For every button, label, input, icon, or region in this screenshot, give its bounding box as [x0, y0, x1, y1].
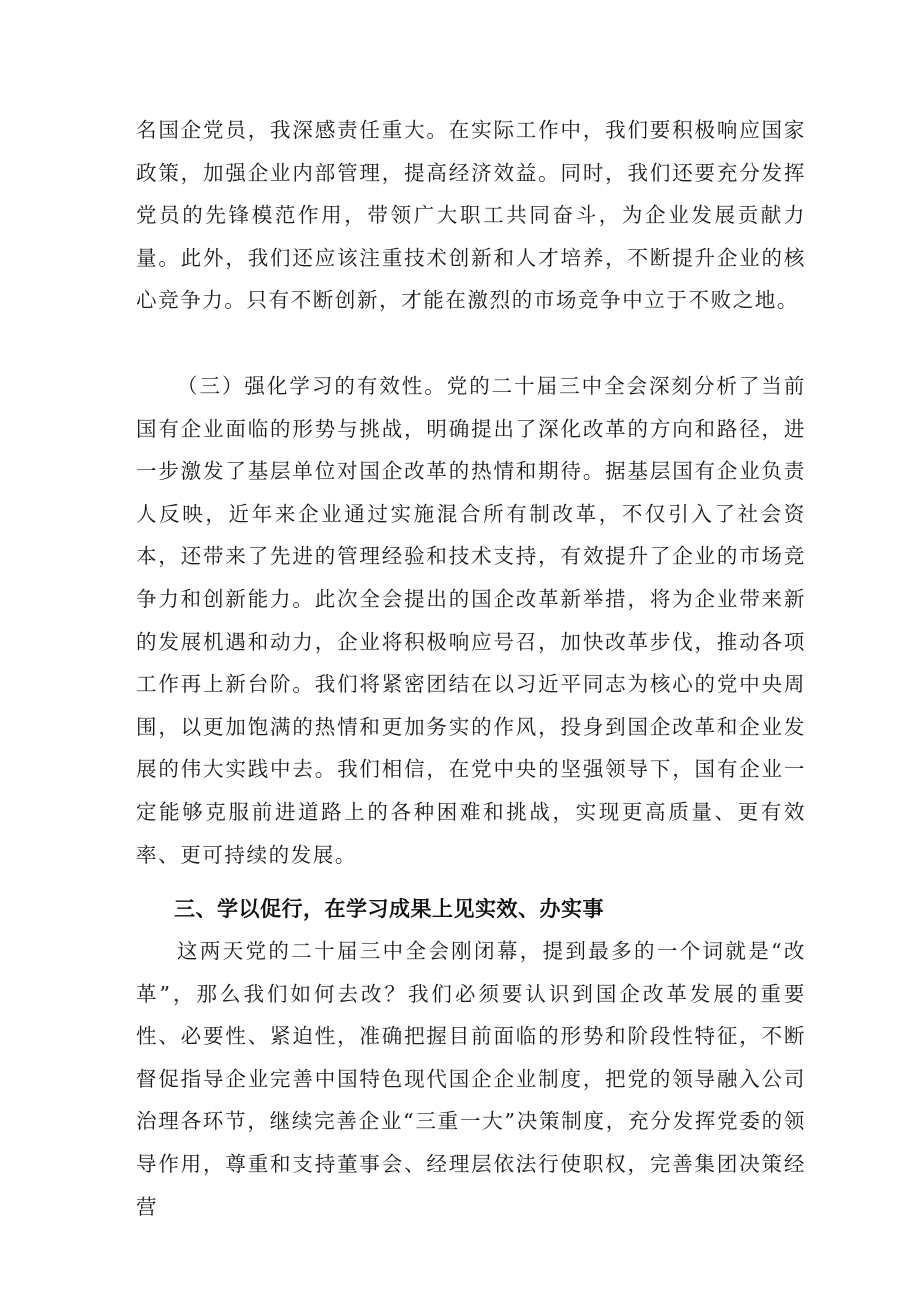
paragraph-strengthen-learning: （三）强化学习的有效性。党的二十届三中全会深刻分析了当前国有企业面临的形势与挑战，明确提出了深化改革的方向和路径，进一步激发了基层单位对国企改革的热情和期待。据基层国有企业负责人反映，近年来企业通过实施混合所有制改革，不仅引入了社会资本，还带来了先进的管理经验和技术支持，有效提升了企业的市场竞争力和创新能力。此次全会提出的国企改革新举措，将为企业带来新的发展机遇和动力，企业将积极响应号召，加快改革步伐，推动各项工作再上新台阶。我们将紧密团结在以习近平同志为核心的党中央周围，以更加饱满的热情和更加务实的作风，投身到国企改革和企业发展的伟大实践中去。我们相信，在党中央的坚强领导下，国有企业一定能够克服前进道路上的各种困难和挑战，实现更高质量、更有效率、更可持续的发展。 [136, 374, 806, 867]
section-heading: 三、学以促行，在学习成果上见实效、办实事 [174, 897, 604, 921]
paragraph-continuation: 名国企党员，我深感责任重大。在实际工作中，我们要积极响应国家政策，加强企业内部管理，提高经济效益。同时，我们还要充分发挥党员的先锋模范作用，带领广大职工共同奋斗，为企业发展贡献力量。此外，我们还应该注重技术创新和人才培养，不断提升企业的核心竞争力。只有不断创新，才能在激烈的市场竞争中立于不败之地。 [136, 118, 806, 313]
paragraph-reform: 这两天党的二十届三中全会刚闭幕，提到最多的一个词就是“改革”，那么我们如何去改？我们必须要认识到国企改革发展的重要性、必要性、紧迫性，准确把握目前面临的形势和阶段性特征，不断督促指导企业完善中国特色现代国企企业制度，把党的领导融入公司治理各环节，继续完善企业“三重一大”决策制度，充分发挥党委的领导作用，尊重和支持董事会、经理层依法行使职权，完善集团决策经营 [136, 939, 806, 1219]
